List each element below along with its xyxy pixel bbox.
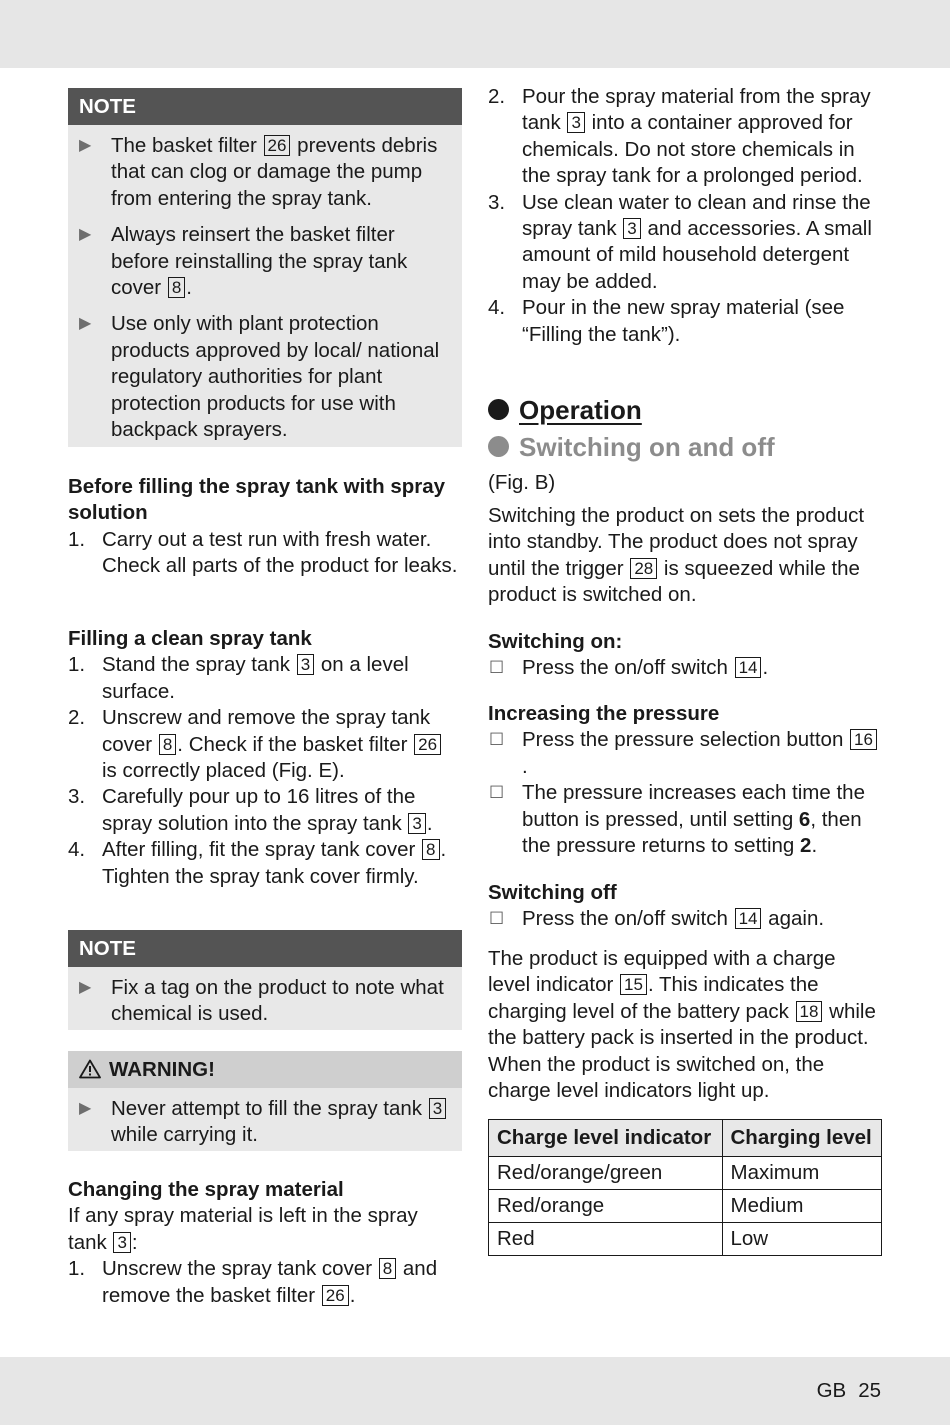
table-cell: Red/orange — [489, 1190, 723, 1223]
changing-intro: If any spray material is left in the spray tank 3 : — [68, 1204, 418, 1254]
table-cell: Maximum — [722, 1157, 882, 1190]
note-bullet: ▶ Fix a tag on the product to note what chemical is used. — [79, 976, 444, 1026]
arrow-icon: ▶ — [79, 1100, 92, 1117]
checkbox-icon: ☐ — [489, 658, 505, 678]
part-ref: 3 — [623, 218, 640, 239]
page-number: 25 — [858, 1379, 881, 1402]
table-row — [489, 1223, 882, 1256]
before-filling-section — [68, 474, 462, 580]
part-ref: 14 — [735, 657, 762, 678]
switching-heading: Switching on and off — [488, 431, 775, 463]
part-ref: 8 — [379, 1258, 396, 1279]
numbered-step: 2. Pour the spray material from the spray tank 3 into a container approved for chemicals. Do not store chemicals in the spray tank for a prolonged period. — [488, 85, 871, 188]
checkbox-icon: ☐ — [489, 783, 505, 803]
table-header: Charge level indicator — [489, 1120, 723, 1157]
part-ref: 3 — [113, 1232, 130, 1253]
section-heading: Switching on: — [488, 630, 623, 653]
part-ref: 15 — [620, 974, 647, 995]
part-ref: 18 — [796, 1001, 823, 1022]
switching-intro: Switching the product on sets the product into standby. The product does not spray until the trigger 28 is squeezed while the product is switched on. — [488, 504, 865, 607]
section-heading: Switching off — [488, 881, 617, 904]
table-row — [489, 1157, 882, 1190]
note-heading: NOTE — [68, 88, 462, 125]
numbered-step: 3. Use clean water to clean and rinse the spray tank 3 and accessories. A small amount of mild household detergent may be added. — [488, 190, 872, 293]
warning-triangle-icon — [79, 1054, 101, 1091]
note-body — [68, 125, 462, 457]
table-cell: Low — [722, 1223, 882, 1256]
checkbox-step: ☐ Press the on/off switch 14 . — [488, 655, 882, 681]
table-header: Charging level — [722, 1120, 882, 1157]
arrow-icon: ▶ — [79, 137, 92, 154]
checkbox-step: ☐ The pressure increases each time the button is pressed, until setting 6, then the pressure returns to setting 2. — [489, 781, 865, 858]
section-heading: Filling a clean spray tank — [68, 627, 312, 650]
switching-on-section — [488, 629, 882, 682]
part-ref: 26 — [264, 135, 291, 156]
footer-band — [0, 1357, 950, 1425]
numbered-step: 1. Carry out a test run with fresh water. Check all parts of the product for leaks. — [68, 527, 458, 578]
note-bullet: ▶ Always reinsert the basket filter before reinstalling the spray tank cover 8 . — [79, 223, 408, 300]
checkbox-step: ☐ Press the pressure selection button 16. — [488, 727, 882, 780]
increasing-section — [488, 701, 882, 859]
part-ref: 26 — [414, 734, 441, 755]
warning-bullet: ▶ Never attempt to fill the spray tank 3 while carrying it. — [68, 1096, 452, 1149]
part-ref: 3 — [429, 1098, 446, 1119]
changing-continued — [488, 84, 882, 348]
part-ref: 3 — [408, 813, 425, 834]
numbered-step: 1. Stand the spray tank 3 on a level surface. — [68, 653, 409, 703]
bullet-dot-icon — [488, 436, 509, 457]
language-code: GB — [816, 1379, 847, 1402]
numbered-step: 4. Pour in the new spray material (see “Filling the tank”). — [488, 296, 845, 346]
fig-ref: (Fig. B) — [488, 471, 556, 494]
switching-off-section — [488, 880, 882, 933]
part-ref: 16 — [850, 729, 877, 750]
table-row — [489, 1190, 882, 1223]
checkbox-step: ☐ Press the on/off switch 14 again. — [488, 906, 882, 932]
part-ref: 26 — [322, 1285, 349, 1306]
numbered-step: 2. Unscrew and remove the spray tank cover 8 . Check if the basket filter 26 is correctly placed (Fig. E). — [68, 705, 462, 784]
charge-level-table — [488, 1119, 882, 1256]
checkbox-icon: ☐ — [489, 730, 505, 750]
arrow-icon: ▶ — [79, 226, 92, 244]
page-footer — [817, 1378, 881, 1404]
section-heading: Changing the spray material — [68, 1178, 344, 1201]
note-bullet: ▶ Use only with plant protection products approved by local/ national regulatory authorities for plant protection products for use with backpack sprayers. — [79, 312, 440, 442]
header-band — [0, 0, 950, 68]
note-heading: NOTE — [68, 930, 462, 967]
table-header-row — [489, 1120, 882, 1157]
warning-box — [68, 1051, 462, 1151]
arrow-icon: ▶ — [79, 315, 92, 333]
warning-heading: WARNING! — [68, 1051, 462, 1088]
arrow-icon: ▶ — [79, 979, 92, 996]
charge-description: The product is equipped with a charge level indicator 15 . This indicates the charging level of the battery pack 18 while the battery pack is inserted in the product. When the product is switched on, the charge level indicators light up. — [488, 947, 876, 1103]
note-body — [68, 967, 462, 1042]
part-ref: 14 — [735, 908, 762, 929]
part-ref: 8 — [159, 734, 176, 755]
operation-heading: Operation — [488, 394, 642, 426]
section-heading: Increasing the pressure — [488, 702, 720, 725]
table-cell: Medium — [722, 1190, 882, 1223]
section-heading: Before filling the spray tank with spray solution — [68, 475, 446, 525]
part-ref: 8 — [422, 839, 439, 860]
part-ref: 28 — [630, 558, 657, 579]
numbered-step: 1. Unscrew the spray tank cover 8 and remove the basket filter 26 . — [68, 1257, 438, 1307]
numbered-step: 4. After filling, fit the spray tank cover 8 . Tighten the spray tank cover firmly. — [68, 838, 447, 888]
note-bullet: ▶ The basket filter 26 prevents debris that can clog or damage the pump from entering the spray tank. — [79, 134, 438, 210]
part-ref: 8 — [168, 277, 185, 298]
numbered-step: 3. Carefully pour up to 16 litres of the spray solution into the spray tank 3 . — [68, 785, 433, 835]
checkbox-icon: ☐ — [489, 909, 505, 929]
filling-section — [68, 626, 462, 890]
note-box-1 — [68, 88, 462, 447]
part-ref: 3 — [297, 654, 314, 675]
note-box-2 — [68, 930, 462, 1030]
part-ref: 3 — [567, 112, 584, 133]
table-cell: Red — [489, 1223, 723, 1256]
warning-body — [68, 1088, 462, 1163]
changing-section — [68, 1177, 462, 1309]
table-cell: Red/orange/green — [489, 1157, 723, 1190]
bullet-dot-icon — [488, 399, 509, 420]
